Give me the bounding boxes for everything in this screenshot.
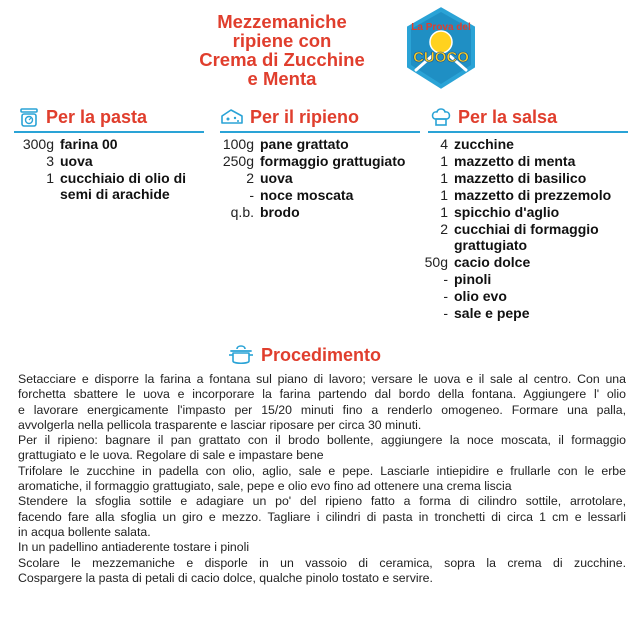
ingredient-name: spicchio d'aglio (454, 204, 560, 220)
ingredient-name: mazzetto di prezzemolo (454, 187, 612, 203)
title-line: Crema di Zucchine (199, 49, 365, 70)
cooking-pot-icon (228, 343, 254, 367)
procedure-title: Procedimento (261, 344, 382, 365)
ingredient-name: mazzetto di basilico (454, 170, 587, 186)
ingredient-name: cucchiai di formaggio grattugiato (454, 221, 599, 253)
ingredient-name: zucchine (454, 136, 514, 152)
procedure-line: Trifolare le zucchine in padella con olio, aglio, sale e pepe. Lasciarle intiepidire e frullarle con le erbe (18, 463, 626, 478)
pasta-section-header (18, 106, 147, 128)
ingredient-qty: q.b. (230, 204, 254, 220)
ingredient-qty: - (443, 305, 448, 321)
list-item (418, 288, 632, 304)
salsa-section-title: Per la salsa (458, 106, 558, 127)
ingredient-qty: 250g (222, 153, 254, 169)
ingredient-name: uova (260, 170, 293, 186)
procedure-line: e lavorare energicamente l'impasto per 15/20 minuti fino a renderlo omogeneo. Formare una palla, (18, 402, 626, 417)
title-line: ripiene con (232, 30, 332, 51)
ingredient-name: pinoli (454, 271, 492, 287)
ripieno-section-title: Per il ripieno (250, 106, 360, 127)
procedure-line: Stendere la sfoglia sottile e adagiare un po' del ripieno fatto a forma di cilindro sottile, arrotolare, (18, 494, 626, 509)
ingredient-qty: 50g (424, 254, 448, 270)
list-item (14, 136, 214, 152)
ingredient-qty: 1 (440, 170, 448, 186)
procedure-line: In un padellino antiaderente tostare i pinoli (18, 540, 250, 555)
title-line: e Menta (247, 68, 317, 89)
la-prova-del-cuoco-logo (402, 4, 480, 94)
list-item (418, 136, 632, 152)
list-item (418, 305, 632, 321)
list-item (212, 204, 432, 220)
list-item (418, 271, 632, 287)
logo-text-top: La Prova del (411, 22, 471, 33)
procedure-line: in acqua bollente salata. (18, 524, 151, 539)
procedure-line: Scolare le mezzemaniche e disporle in un vassoio di ceramica, sopra la crema di zucchine. (18, 555, 626, 570)
ingredient-name: brodo (260, 204, 300, 220)
list-item (418, 153, 632, 169)
list-item (418, 254, 632, 270)
ingredient-qty: 2 (246, 170, 254, 186)
ingredient-qty: - (249, 187, 254, 203)
pasta-ingredient-list (14, 136, 214, 203)
list-item (418, 221, 632, 253)
procedure-line: grattugiato e le uova. Regolare di sale e impastare bene (18, 448, 324, 463)
pasta-divider (14, 131, 204, 133)
ingredient-qty: 2 (440, 221, 448, 237)
logo-text-main: CUOCO (413, 49, 469, 66)
list-item (418, 204, 632, 220)
salsa-ingredient-list (418, 136, 632, 322)
salsa-section-header (430, 106, 557, 128)
procedure-line: facendo fare alla sfoglia un giro e mezzo. Tagliare i cilindri di pasta in tronchetti di circa 1 cm e lessarli (18, 509, 626, 524)
list-item (212, 170, 432, 186)
ingredient-qty: 100g (222, 136, 254, 152)
ingredient-qty: - (443, 271, 448, 287)
procedure-line: Cospargere la pasta di petali di cacio dolce, qualche pinolo tostato e servire. (18, 570, 433, 585)
ingredient-name: farina 00 (60, 136, 118, 152)
ingredient-name: formaggio grattugiato (260, 153, 406, 169)
ingredient-qty: 4 (440, 136, 448, 152)
chef-hat-icon (430, 106, 452, 128)
list-item (212, 136, 432, 152)
title-line: Mezzemaniche (217, 11, 347, 32)
ingredient-qty: 1 (46, 170, 54, 186)
ripieno-ingredient-list (212, 136, 432, 221)
ingredient-name: pane grattato (260, 136, 349, 152)
procedure-line: aromatiche, il formaggio grattugiato, sale, pepe e olio evo fino ad ottenere una crema liscia (18, 479, 512, 494)
list-item (14, 170, 214, 202)
ingredient-name: olio evo (454, 288, 507, 304)
procedure-line: avvolgerla nella pellicola trasparente e lasciar riposare per circa 30 minuti. (18, 417, 422, 432)
ingredient-qty: 300g (22, 136, 54, 152)
ingredient-name: sale e pepe (454, 305, 530, 321)
ingredient-name: uova (60, 153, 93, 169)
list-item (212, 187, 432, 203)
cheese-icon (220, 106, 244, 128)
list-item (212, 153, 432, 169)
procedure-line: Setacciare e disporre la farina a fontana sul piano di lavoro; versare le uova e il sale al centro. Con una (18, 372, 626, 386)
ingredient-name: cucchiaio di olio di semi di arachide (60, 170, 187, 202)
procedure-text (18, 372, 626, 586)
ingredient-qty: 1 (440, 153, 448, 169)
ingredient-qty: 3 (46, 153, 54, 169)
ingredient-qty: - (443, 288, 448, 304)
procedure-line: forchetta sbattere le uova e incorporare la farina partendo dal bordo della fontana. Aggiungere l' olio (18, 387, 626, 402)
kitchen-scale-icon (18, 106, 40, 128)
list-item (418, 170, 632, 186)
ingredient-name: cacio dolce (454, 254, 531, 270)
ripieno-divider (220, 131, 420, 133)
pasta-section-title: Per la pasta (46, 106, 148, 127)
list-item (418, 187, 632, 203)
recipe-title (176, 12, 388, 88)
ripieno-section-header (220, 106, 359, 128)
procedure-header (228, 342, 381, 368)
list-item (14, 153, 214, 169)
ingredient-qty: 1 (440, 204, 448, 220)
procedure-line: Per il ripieno: bagnare il pan grattato con il brodo bollente, aggiungere la noce moscata, il formaggio (18, 433, 626, 448)
ingredient-qty: 1 (440, 187, 448, 203)
ingredient-name: noce moscata (260, 187, 354, 203)
ingredient-name: mazzetto di menta (454, 153, 576, 169)
salsa-divider (428, 131, 628, 133)
